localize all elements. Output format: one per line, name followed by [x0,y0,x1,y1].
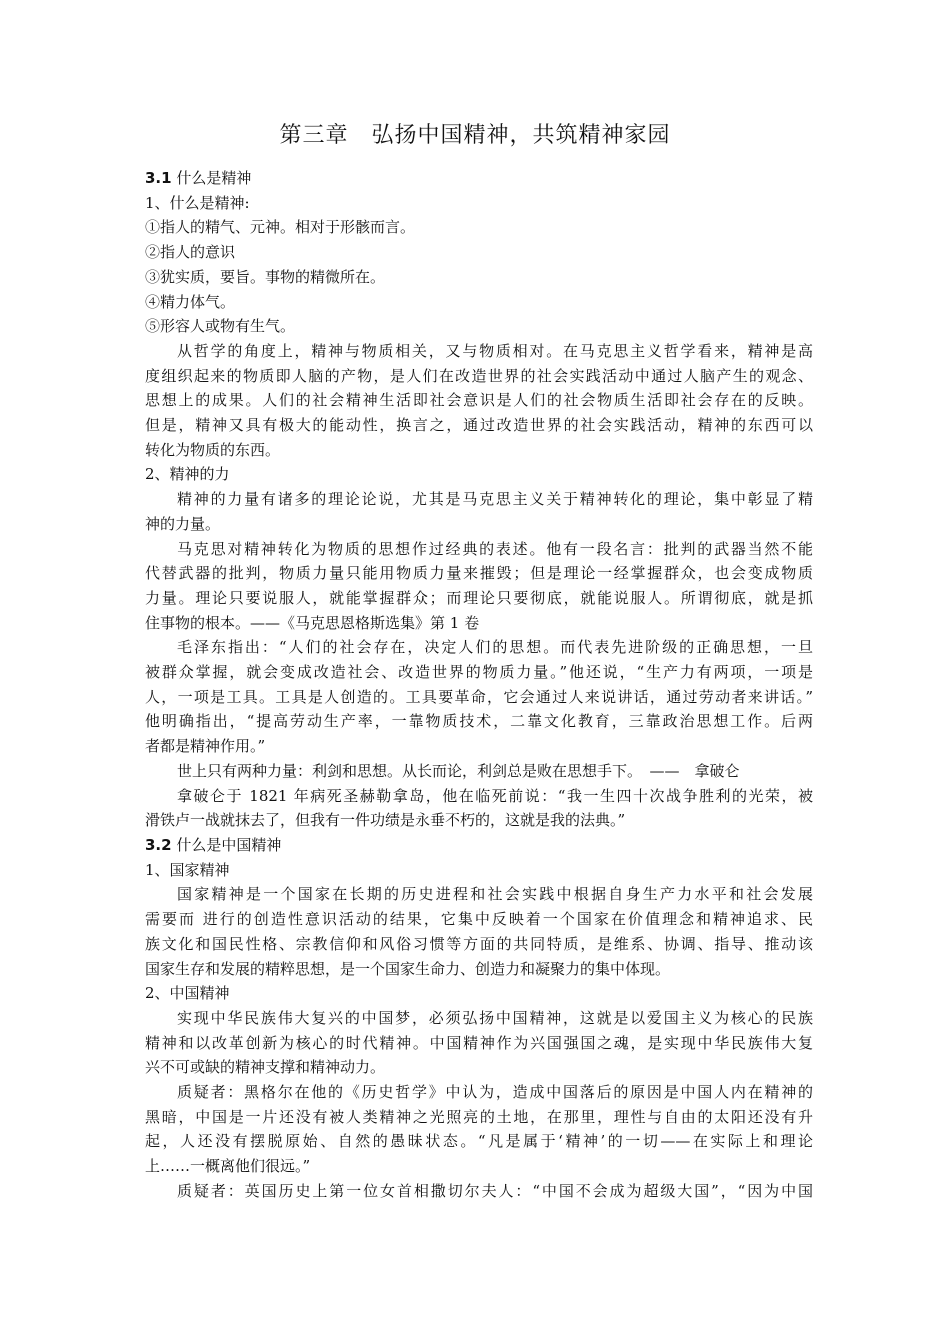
line-text: 起，人还没有摆脱原始、自然的愚昧状态。“凡是属于‘精神’的一切——在实际上和理论 [145,1132,813,1151]
text-line [145,734,813,759]
chapter-title: 第三章 弘扬中国精神，共筑精神家园 [279,123,671,148]
line-text: 马克思对精神转化为物质的思想作过经典的表述。他有一段名言：批判的武器当然不能 [177,539,813,558]
line-text: 族文化和国民性格、宗教信仰和风俗习惯等方面的共同特质，是维系、协调、指导、推动该 [145,934,813,953]
line-text: ②指人的意识 [145,243,236,262]
text-line [145,339,813,364]
line-text: 质疑者：英国历史上第一位女首相撒切尔夫人：“中国不会成为超级大国”，“因为中国 [177,1181,813,1200]
line-text: 1、什么是精神: [145,193,250,212]
text-line [145,685,813,710]
text-line [145,561,813,586]
text-line [145,784,813,809]
text-line [145,364,813,389]
line-text: 质疑者：黑格尔在他的《历史哲学》中认为，造成中国落后的原因是中国人内在精神的 [177,1083,813,1102]
text-line [145,388,813,413]
line-text: 上……一概离他们很远。” [145,1157,311,1176]
document-body [145,166,813,1204]
text-line [145,191,813,216]
text-line [145,1129,813,1154]
text-line [145,487,813,512]
text-line [145,1031,813,1056]
text-line [145,462,813,487]
line-text: 人，一项是工具。工具是人创造的。工具要革命，它会通过人来说讲话，通过劳动者来讲话。” [145,687,813,706]
line-text: 思想上的成果。人们的社会精神生活即社会意识是人们的社会物质生活即社会存在的反映。 [145,391,813,410]
line-text: 拿破仑于 1821 年病死圣赫勒拿岛，他在临死前说：“我一生四十次战争胜利的光荣，被 [177,786,813,805]
line-text: 他明确指出，“提高劳动生产率，一靠物质技术，二靠文化教育，三靠政治思想工作。后两 [145,712,813,731]
line-text: 兴不可或缺的精神支撑和精神动力。 [145,1058,386,1077]
line-text: 但是，精神又具有极大的能动性，换言之，通过改造世界的社会实践活动，精神的东西可以 [145,416,813,435]
line-text: 需要而 进行的创造性意识活动的结果，它集中反映着一个国家在价值理念和精神追求、民 [145,910,813,929]
text-line [145,858,813,883]
text-line [145,290,813,315]
text-line [145,265,813,290]
line-text: ⑤形容人或物有生气。 [145,317,296,336]
text-line [145,709,813,734]
text-line [145,413,813,438]
line-text: 世上只有两种力量：利剑和思想。从长而论，利剑总是败在思想手下。 —— 拿破仑 [177,761,740,780]
text-line [145,438,813,463]
text-line [145,1105,813,1130]
text-line [145,635,813,660]
text-line [145,512,813,537]
line-text: 2、精神的力 [145,465,230,484]
line-text: 代替武器的批判，物质力量只能用物质力量来摧毁；但是理论一经掌握群众，也会变成物质 [145,564,813,583]
line-text: 力量。理论只要说服人，就能掌握群众；而理论只要彻底，就能说服人。所谓彻底，就是抓 [145,588,813,607]
line-text: 什么是中国精神 [171,835,282,854]
section-heading [145,166,813,191]
line-text: 神的力量。 [145,514,221,533]
text-line [145,1154,813,1179]
text-line [145,932,813,957]
text-line [145,1179,813,1204]
line-text: 毛泽东指出：“人们的社会存在，决定人们的思想。而代表先进阶级的正确思想，一旦 [177,638,813,657]
line-text: 转化为物质的东西。 [145,440,281,459]
text-line [145,882,813,907]
line-text: 1、国家精神 [145,860,230,879]
text-line [145,759,813,784]
line-text: 国家生存和发展的精粹思想，是一个国家生命力、创造力和凝聚力的集中体现。 [145,959,671,978]
text-line [145,586,813,611]
line-text: ①指人的精气、元神。相对于形骸而言。 [145,218,416,237]
line-text: 度组织起来的物质即人脑的产物，是人们在改造世界的社会实践活动中通过人脑产生的观念、 [145,366,813,385]
text-line [145,537,813,562]
line-text: 实现中华民族伟大复兴的中国梦，必须弘扬中国精神，这就是以爱国主义为核心的民族 [177,1008,813,1027]
text-line [145,1006,813,1031]
line-text: 精神的力量有诸多的理论论说，尤其是马克思主义关于精神转化的理论，集中彰显了精 [177,490,813,509]
line-text: 黑暗，中国是一片还没有被人类精神之光照亮的土地，在那里，理性与自由的太阳还没有升 [145,1107,813,1126]
section-number: 3.1 [145,169,172,187]
line-text: ④精力体气。 [145,292,236,311]
text-line [145,240,813,265]
line-text: 者都是精神作用。” [145,737,266,756]
text-line [145,907,813,932]
line-text: 住事物的根本。——《马克思恩格斯选集》第 1 卷 [145,613,480,632]
text-line [145,660,813,685]
line-text: 滑铁卢一战就抹去了，但我有一件功绩是永垂不朽的，这就是我的法典。” [145,811,626,830]
text-line [145,215,813,240]
line-text: 什么是精神 [171,169,252,187]
section-number: 3.2 [145,835,172,854]
text-line [145,314,813,339]
line-text: 精神和以改革创新为核心的时代精神。中国精神作为兴国强国之魂，是实现中华民族伟大复 [145,1033,813,1052]
text-line [145,957,813,982]
line-text: 从哲学的角度上，精神与物质相关，又与物质相对。在马克思主义哲学看来，精神是高 [177,341,813,360]
line-text: 国家精神是一个国家在长期的历史进程和社会实践中根据自身生产力水平和社会发展 [177,885,813,904]
line-text: 2、中国精神 [145,984,230,1003]
section-heading [145,833,813,858]
line-text: ③犹实质，要旨。事物的精微所在。 [145,267,386,286]
text-line [145,1080,813,1105]
line-text: 被群众掌握，就会变成改造社会、改造世界的物质力量。”他还说，“生产力有两项，一项是 [145,663,813,682]
text-line [145,808,813,833]
text-line [145,611,813,636]
text-line [145,981,813,1006]
text-line [145,1055,813,1080]
